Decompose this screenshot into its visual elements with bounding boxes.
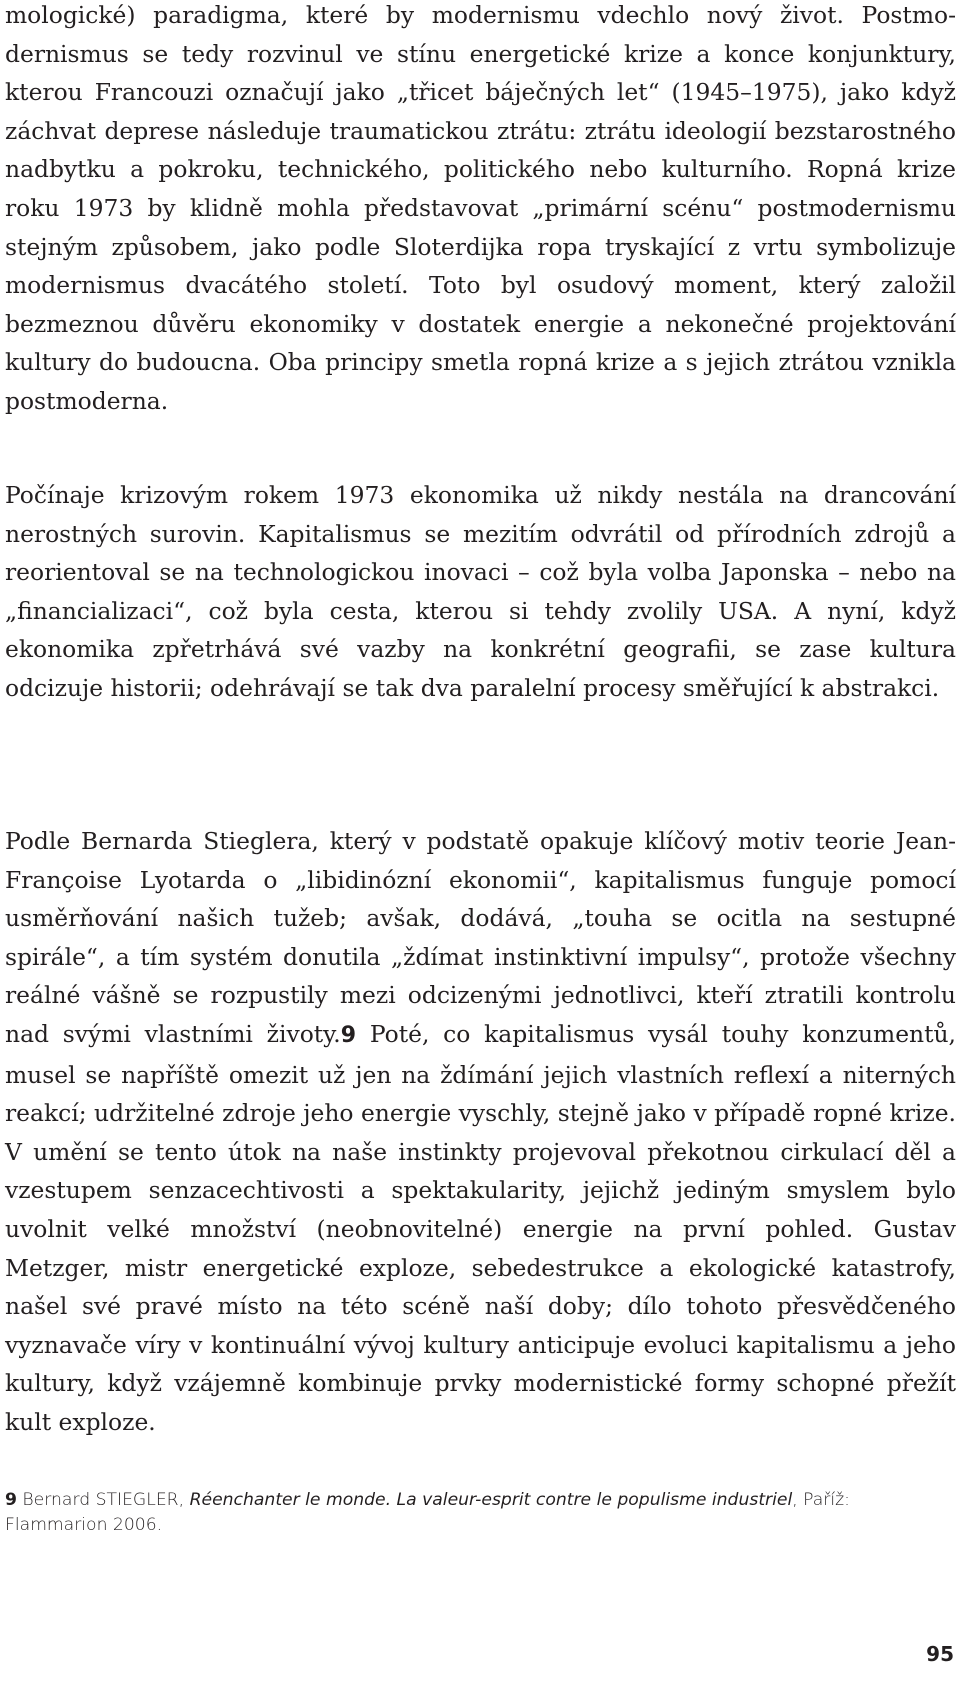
footnote-number: 9 <box>5 1490 17 1510</box>
footnote <box>5 1488 956 1538</box>
footnote-reference: 9 <box>340 1022 357 1048</box>
body-paragraph-3 <box>5 822 956 1442</box>
footnote-title: Réenchanter le monde. La valeur-esprit contre le populisme industriel <box>189 1490 793 1510</box>
page-number: 95 <box>926 1642 954 1666</box>
paragraph-3-text-start: Podle Bernarda Stieglera, který v podstatě opakuje klíčový motiv teorie Jean-Françoise Lyotarda o „libidinózní ekonomii“, kapitalismus funguje pomocí usměrňování našich tužeb; avšak, dodává, „touha se ocitla na sestupné spirále“, a tím systém donutila „ždímat instinktivní impulsy“, protože všechny reálné vášně se rozpustily mezi odcizenými jednotlivci, kteří ztratili kontrolu nad svými vlastními životy. <box>5 827 956 1048</box>
body-paragraph-1: mologické) paradigma, které by modernismu vdechlo nový život. Postmodernismus se tedy rozvinul ve stínu energetické krize a konce konjunktury, kterou Francouzi označují jako „třicet báječných let“ (1945–1975), jako když záchvat deprese následuje traumatickou ztrátu: ztrátu ideologií bezstarostného nadbytku a pokroku, technického, politického nebo kulturního. Ropná krize roku 1973 by klidně mohla představovat „primární scénu“ postmodernismu stejným způsobem, jako podle Sloterdijka ropa tryskající z vrtu symbolizuje modernismus dvacátého století. Toto byl osudový moment, který založil bezmeznou důvěru ekonomiky v dostatek energie a nekonečné projektování kultury do budoucna. Oba principy smetla ropná krize a s jejich ztrátou vznikla postmoderna. <box>5 1 956 415</box>
body-paragraph-2: Počínaje krizovým rokem 1973 ekonomika už nikdy nestála na drancování nerostných surovin. Kapitalismus se mezitím odvrátil od přírodních zdrojů a reorientoval se na technologickou inovaci – což byla volba Japonska – nebo na „financializaci“, což byla cesta, kterou si tehdy zvolily USA. A nyní, když ekonomika zpřetrhává své vazby na konkrétní geografii, se zase kultura odcizuje historii; odehrávají se tak dva paralelní procesy směřující k abstrakci. <box>5 481 956 702</box>
footnote-author: Bernard STIEGLER, <box>16 1490 190 1510</box>
paragraph-3-text-end: Poté, co kapitalismus vysál touhy konzumentů, musel se napříště omezit už jen na ždímání jejich vlastních reflexí a niterných reakcí; udržitelné zdroje jeho energie vyschly, stejně jako v případě ropné krize. V umění se tento útok na naše instinkty projevoval překotnou cirkulací děl a vzestupem senzacechtivosti a spektakularity, jejichž jediným smyslem bylo uvolnit velké množství (neobnovitelné) energie na první pohled. Gustav Metzger, mistr energetické exploze, sebedestrukce a ekologické katastrofy, našel své pravé místo na této scéně naší doby; dílo tohoto přesvědčeného vyznavače víry v kontinuální vývoj kultury anticipuje evoluci kapitalismu a jeho kultury, když vzájemně kombinuje prvky modernistické formy schopné přežít kult exploze. <box>5 1019 956 1436</box>
footnote-publication: , Paříž: Flammarion 2006. <box>5 1490 850 1535</box>
